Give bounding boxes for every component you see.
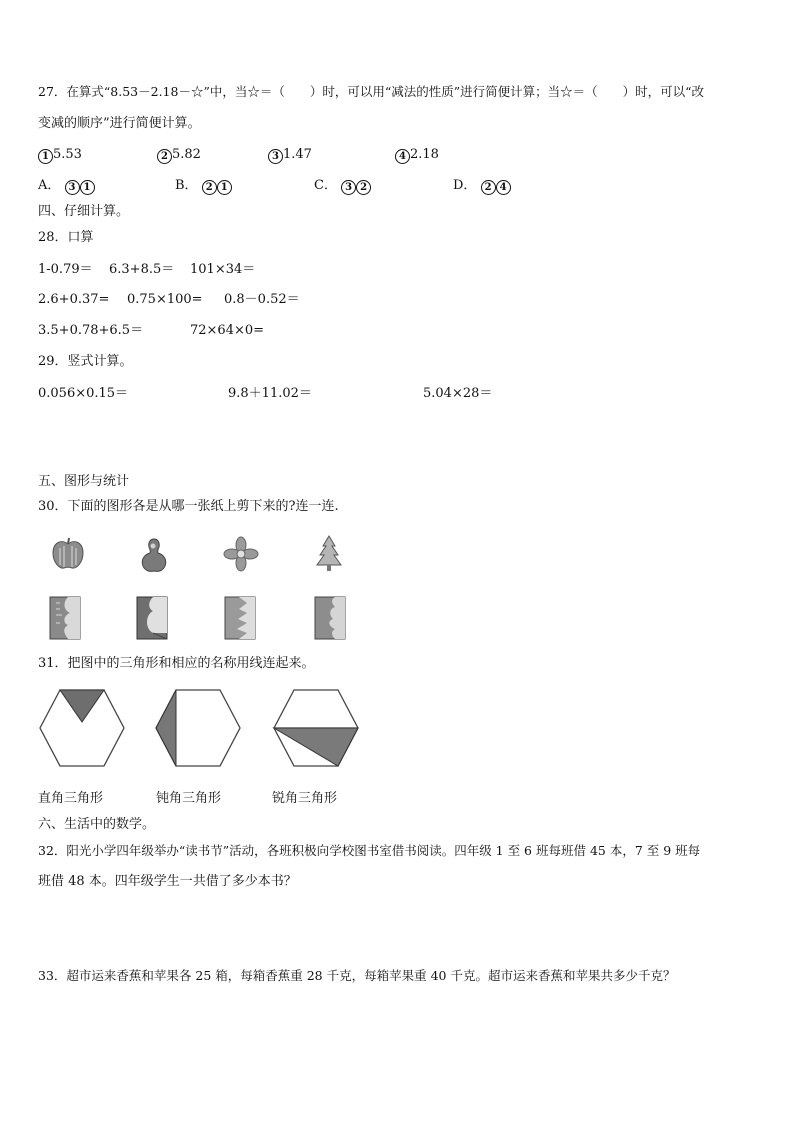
q27-option-4[interactable] bbox=[395, 147, 439, 164]
choice-letter: B． bbox=[175, 178, 198, 193]
circled-number: 1 bbox=[80, 180, 95, 195]
cut-paper-2[interactable] bbox=[135, 595, 169, 641]
option-value: 5.53 bbox=[53, 147, 82, 162]
q31-title: 31．把图中的三角形和相应的名称用线连起来。 bbox=[38, 656, 315, 671]
q28-item: 2.6+0.37= bbox=[38, 292, 110, 307]
q27-text-line2: 变减的顺序”进行简便计算。 bbox=[38, 116, 201, 131]
q27-choice-c[interactable] bbox=[314, 178, 371, 195]
circled-number: 2 bbox=[356, 180, 371, 195]
section-6-heading: 六、生活中的数学。 bbox=[38, 817, 156, 832]
q27-text-line1: 27．在算式“8.53－2.18－☆”中，当☆＝（ ）时，可以用“减法的性质”进行简便计算；当☆＝（ ）时，可以“改 bbox=[38, 84, 705, 99]
hexagon-acute-triangle[interactable] bbox=[272, 688, 360, 768]
q28-item: 1-0.79＝ bbox=[38, 262, 93, 277]
q27-choice-b[interactable] bbox=[175, 178, 232, 195]
tree-icon[interactable] bbox=[313, 534, 345, 572]
option-value: 1.47 bbox=[283, 147, 312, 162]
circled-number: 3 bbox=[341, 180, 356, 195]
q28-item: 0.8－0.52＝ bbox=[224, 292, 300, 307]
q29-title: 29．竖式计算。 bbox=[38, 354, 133, 369]
q32-text-line2: 班借 48 本。四年级学生一共借了多少本书？ bbox=[38, 874, 297, 889]
section-5-heading: 五、图形与统计 bbox=[38, 474, 130, 489]
cut-paper-4[interactable] bbox=[313, 595, 347, 641]
q29-item: 0.056×0.15＝ bbox=[38, 386, 129, 401]
circled-number: 3 bbox=[65, 180, 80, 195]
circled-number: 2 bbox=[202, 180, 217, 195]
q28-item: 3.5+0.78+6.5＝ bbox=[38, 323, 144, 338]
q31-label-obtuse[interactable]: 钝角三角形 bbox=[156, 791, 222, 806]
circled-number: 4 bbox=[496, 180, 511, 195]
q33-text: 33．超市运来香蕉和苹果各 25 箱，每箱香蕉重 28 千克，每箱苹果重 40 千克。超市运来香蕉和苹果共多少千克？ bbox=[38, 968, 676, 983]
circled-number-3: 3 bbox=[268, 149, 283, 164]
cut-paper-1[interactable] bbox=[48, 595, 82, 641]
circled-number-4: 4 bbox=[395, 149, 410, 164]
choice-letter: C． bbox=[314, 178, 337, 193]
circled-number: 1 bbox=[217, 180, 232, 195]
circled-number-1: 1 bbox=[38, 149, 53, 164]
q28-title: 28．口算 bbox=[38, 230, 94, 245]
q29-item: 9.8＋11.02＝ bbox=[228, 386, 312, 401]
q28-item: 72×64×0= bbox=[190, 323, 265, 338]
q32-text-line1: 32．阳光小学四年级举办“读书节”活动，各班积极向学校图书室借书阅读。四年级 1 至 6 班每班借 45 本，7 至 9 班每 bbox=[38, 843, 701, 858]
circled-number: 2 bbox=[481, 180, 496, 195]
hexagon-obtuse-triangle[interactable] bbox=[154, 688, 242, 768]
option-value: 5.82 bbox=[172, 147, 201, 162]
q31-label-acute[interactable]: 锐角三角形 bbox=[272, 791, 338, 806]
q27-option-2[interactable] bbox=[157, 147, 201, 164]
q27-choice-d[interactable] bbox=[453, 178, 511, 195]
q31-label-right[interactable]: 直角三角形 bbox=[38, 791, 104, 806]
choice-letter: A． bbox=[38, 178, 61, 193]
hexagon-right-triangle[interactable] bbox=[38, 688, 126, 768]
section-4-heading: 四、仔细计算。 bbox=[38, 204, 130, 219]
gourd-icon[interactable] bbox=[138, 536, 170, 574]
apple-icon[interactable] bbox=[50, 536, 86, 572]
q28-item: 101×34＝ bbox=[190, 262, 256, 277]
circled-number-2: 2 bbox=[157, 149, 172, 164]
flower-icon[interactable] bbox=[223, 536, 259, 572]
q27-choice-a[interactable] bbox=[38, 178, 95, 195]
cut-paper-3[interactable] bbox=[223, 595, 257, 641]
q27-option-3[interactable] bbox=[268, 147, 312, 164]
option-value: 2.18 bbox=[410, 147, 439, 162]
q28-item: 0.75×100= bbox=[127, 292, 203, 307]
q28-item: 6.3+8.5＝ bbox=[109, 262, 175, 277]
q29-item: 5.04×28＝ bbox=[423, 386, 493, 401]
q30-title: 30．下面的图形各是从哪一张纸上剪下来的?连一连. bbox=[38, 499, 339, 514]
choice-letter: D． bbox=[453, 178, 477, 193]
q27-option-1[interactable] bbox=[38, 147, 82, 164]
